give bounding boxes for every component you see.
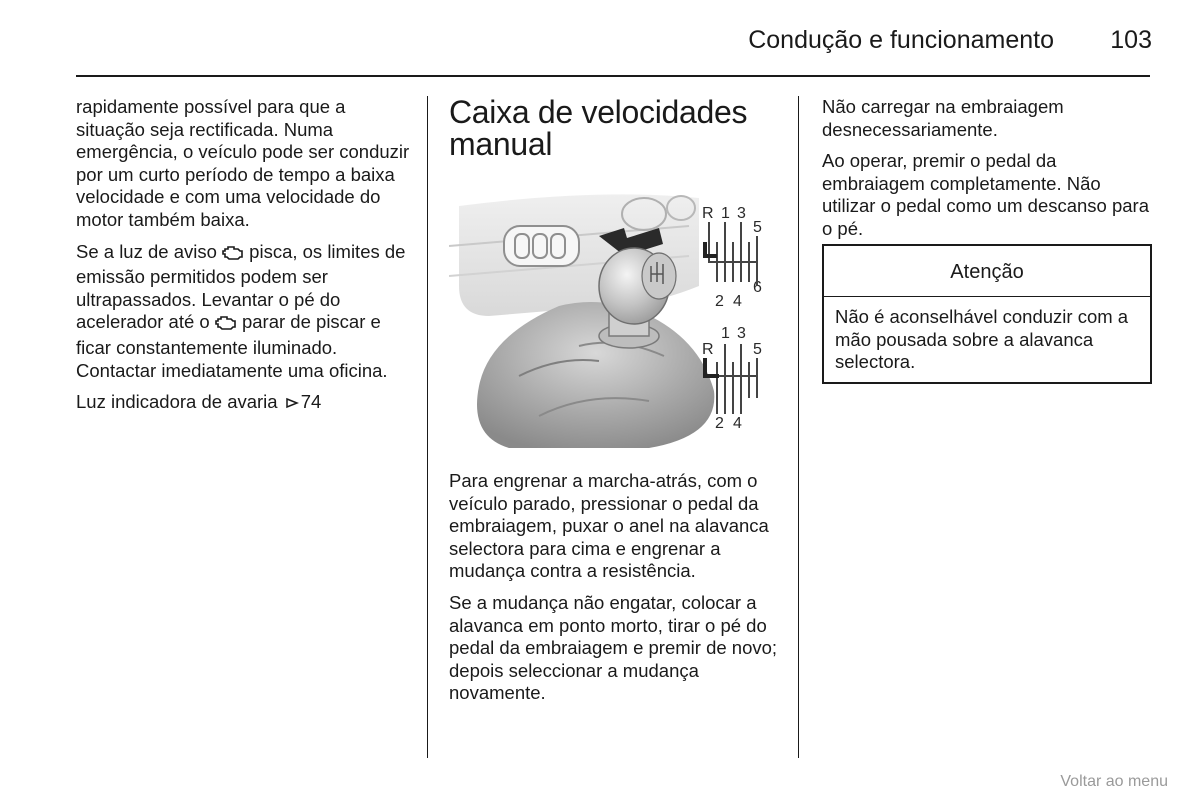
gate-label-5: 5 xyxy=(753,341,762,358)
section-title: Condução e funcionamento xyxy=(748,26,1054,54)
left-paragraph-1: rapidamente possível para que a situação seja rectificada. Numa emergência, o veículo pode ser conduzir por um curto período de tempo a baixa velocidade e com uma velocidade do motor também baixa. xyxy=(76,96,410,230)
gate-label-1: 1 xyxy=(721,325,730,342)
page-number: 103 xyxy=(1110,26,1152,54)
gate-label-r: R xyxy=(702,341,714,358)
gate-label-3: 3 xyxy=(737,325,746,342)
gate-label-1: 1 xyxy=(721,205,730,222)
middle-paragraph-2: Se a mudança não engatar, colocar a alavanca em ponto morto, tirar o pé do pedal da embraiagem e premir de novo; depois seleccionar a mudança novamente. xyxy=(449,591,778,704)
column-divider-right xyxy=(798,96,799,758)
back-to-menu-link[interactable]: Voltar ao menu xyxy=(1060,773,1168,790)
page-header xyxy=(0,0,1200,80)
gear-lever-illustration xyxy=(449,186,779,452)
attention-body: Não é aconselhável conduzir com a mão pousada sobre a alavanca selectora. xyxy=(835,306,1129,373)
column-divider-left xyxy=(427,96,428,758)
header-divider xyxy=(76,75,1150,77)
crossref-page: 74 xyxy=(300,391,322,413)
crossref-malfunction-light[interactable] xyxy=(76,391,412,416)
gate-label-2: 2 xyxy=(715,293,724,310)
attention-box xyxy=(822,244,1152,384)
gate-label-4: 4 xyxy=(733,293,742,310)
right-column xyxy=(822,96,1152,250)
text-fragment: pisca, os limites de emissão permitidos podem ser ultrapassados. Levantar o pé do acelerador até o xyxy=(76,240,406,333)
engine-warning-icon xyxy=(222,244,244,267)
middle-column xyxy=(449,96,783,160)
page-reference-icon xyxy=(285,393,299,416)
middle-paragraph-1: Para engrenar a marcha-atrás, com o veículo parado, pressionar o pedal da embraiagem, puxar o anel na alavanca selectora para cima e engrenar a mudança contra a resistência. xyxy=(449,470,769,582)
gate-label-6: 6 xyxy=(753,279,762,296)
gate-label-4: 4 xyxy=(733,415,742,432)
gate-label-5: 5 xyxy=(753,219,762,236)
attention-title: Atenção xyxy=(824,246,1150,297)
gate-label-2: 2 xyxy=(715,415,724,432)
left-paragraph-2 xyxy=(76,241,412,383)
gate-label-3: 3 xyxy=(737,205,746,222)
text-fragment: Se a luz de aviso xyxy=(76,240,223,262)
right-paragraph-1: Não carregar na embraiagem desnecessariamente. xyxy=(822,96,1064,140)
middle-body-text xyxy=(449,470,783,714)
engine-warning-icon xyxy=(215,314,237,337)
gate-label-r: R xyxy=(702,205,714,222)
right-paragraph-2: Ao operar, premir o pedal da embraiagem completamente. Não utilizar o pedal como um descanso para o pé. xyxy=(822,150,1150,239)
text-fragment: parar de piscar e ficar constantemente iluminado. Contactar imediatamente uma oficina. xyxy=(76,311,388,381)
section-heading: Caixa de velocidades manual xyxy=(449,94,748,162)
left-column xyxy=(76,96,412,425)
crossref-label: Luz indicadora de avaria xyxy=(76,391,283,413)
